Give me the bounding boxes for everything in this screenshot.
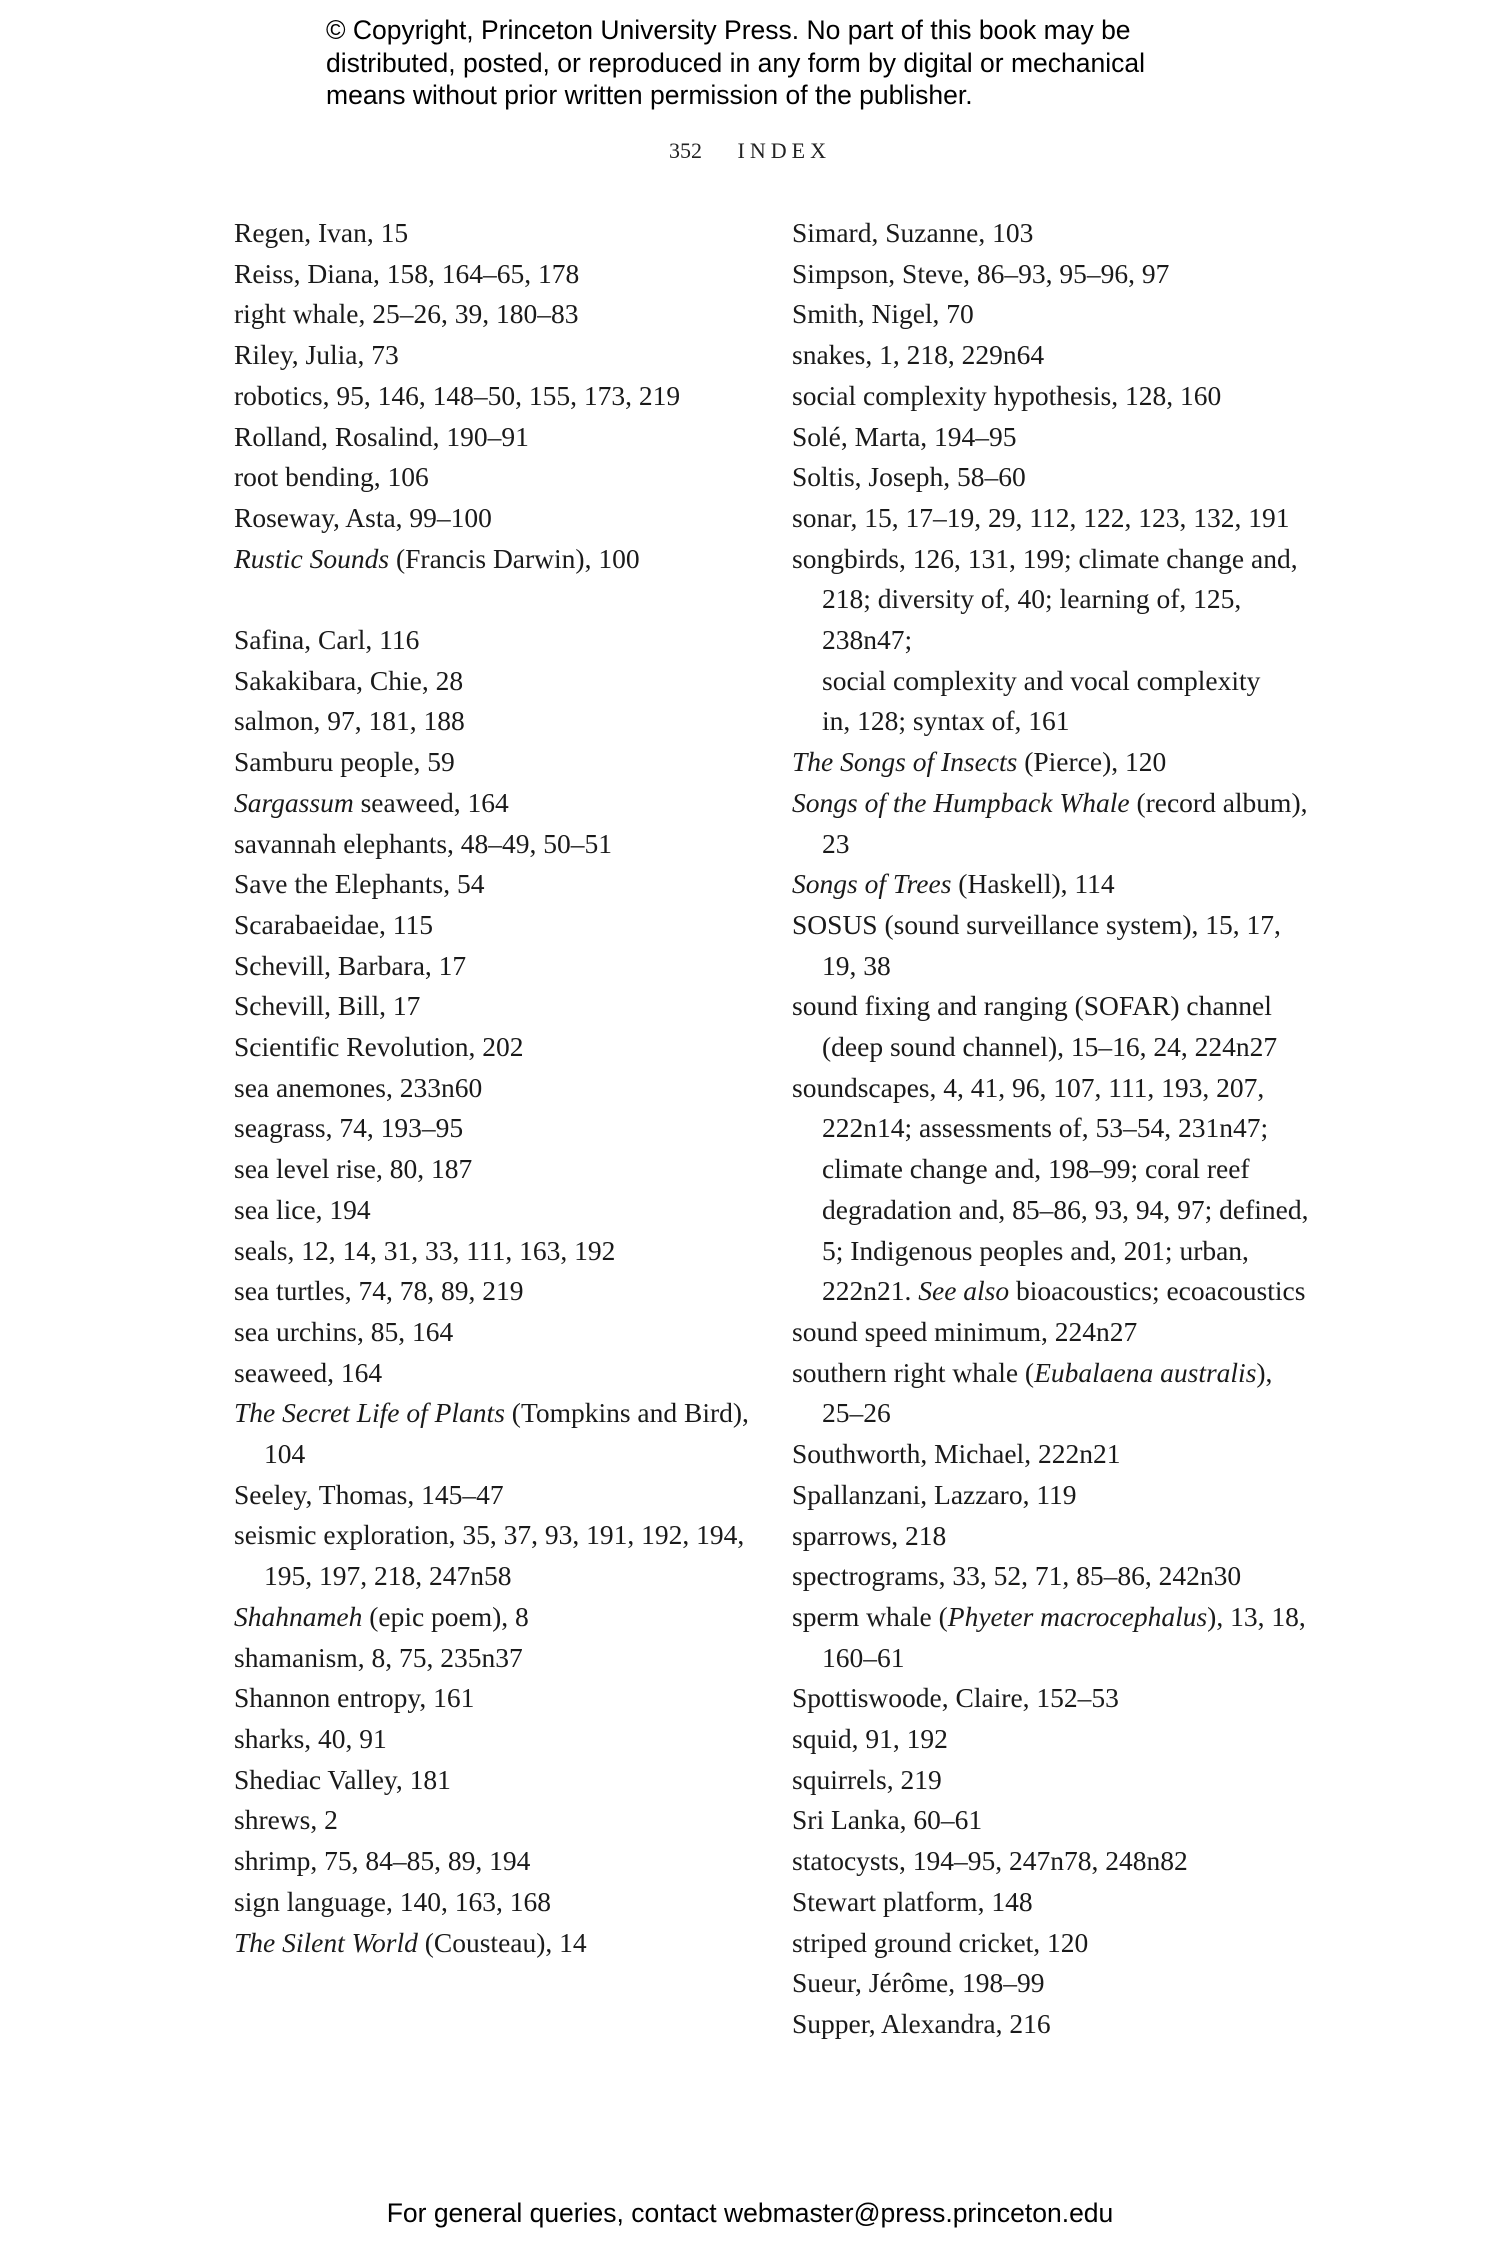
index-entry: southern right whale (Eubalaena australis), 25–26 (792, 1356, 1273, 1429)
index-entry: Scarabaeidae, 115 (234, 908, 434, 940)
page-number: 352 (669, 138, 703, 163)
index-entry: Spallanzani, Lazzaro, 119 (792, 1478, 1077, 1510)
index-entry: sound speed minimum, 224n27 (792, 1315, 1138, 1347)
index-entry: Shannon entropy, 161 (234, 1682, 475, 1714)
running-head-title: INDEX (737, 138, 831, 163)
index-entry: Shahnameh (epic poem), 8 (234, 1600, 529, 1632)
copyright-line: means without prior written permission of the publisher. (326, 80, 973, 110)
index-entry: seismic exploration, 35, 37, 93, 191, 192, 194, 195, 197, 218, 247n58 (234, 1519, 745, 1592)
index-entry: Sargassum seaweed, 164 (234, 786, 509, 818)
index-entry: seaweed, 164 (234, 1356, 383, 1388)
index-entry: seagrass, 74, 193–95 (234, 1112, 464, 1144)
index-entry: shrimp, 75, 84–85, 89, 194 (234, 1845, 531, 1877)
index-entry: The Songs of Insects (Pierce), 120 (792, 746, 1167, 778)
index-entry: social complexity hypothesis, 128, 160 (792, 379, 1222, 411)
index-entry: striped ground cricket, 120 (792, 1926, 1089, 1958)
index-entry: Rustic Sounds (Francis Darwin), 100 (234, 542, 640, 574)
index-entry: sharks, 40, 91 (234, 1723, 387, 1754)
index-entry: spectrograms, 33, 52, 71, 85–86, 242n30 (792, 1560, 1242, 1592)
copyright-notice (326, 14, 1226, 112)
index-entry: Schevill, Barbara, 17 (234, 949, 467, 981)
index-entry: Samburu people, 59 (234, 746, 455, 778)
footer-contact: For general queries, contact webmaster@press.princeton.edu (386, 2198, 1114, 2228)
index-entry: The Secret Life of Plants (Tompkins and Bird), 104 (234, 1397, 749, 1470)
index-entry: right whale, 25–26, 39, 180–83 (234, 298, 579, 330)
index-entry: Sakakibara, Chie, 28 (234, 664, 464, 696)
index-entry: sea turtles, 74, 78, 89, 219 (234, 1275, 524, 1307)
index-entry: Solé, Marta, 194–95 (792, 420, 1017, 452)
index-entry: Shediac Valley, 181 (234, 1763, 451, 1795)
index-entry: Schevill, Bill, 17 (234, 990, 421, 1022)
index-entry: Soltis, Joseph, 58–60 (792, 461, 1026, 493)
index-entry: sperm whale (Phyeter macrocephalus), 13, 18, 160–61 (792, 1600, 1306, 1673)
running-head (0, 138, 1500, 164)
index-entry: Smith, Nigel, 70 (792, 298, 974, 330)
index-entry: Stewart platform, 148 (792, 1885, 1033, 1917)
index-entry: snakes, 1, 218, 229n64 (792, 339, 1045, 371)
index-entry: Simpson, Steve, 86–93, 95–96, 97 (792, 257, 1170, 289)
index-entry: squid, 91, 192 (792, 1723, 948, 1755)
index-entry: root bending, 106 (234, 461, 429, 493)
index-entry: Supper, Alexandra, 216 (792, 2007, 1051, 2039)
index-entry: shrews, 2 (234, 1804, 338, 1836)
index-entry: savannah elephants, 48–49, 50–51 (234, 827, 613, 859)
index-entry: statocysts, 194–95, 247n78, 248n82 (792, 1845, 1188, 1877)
index-entry: sea anemones, 233n60 (234, 1071, 483, 1103)
index-entry: sign language, 140, 163, 168 (234, 1885, 551, 1917)
index-entry: Roseway, Asta, 99–100 (234, 501, 492, 533)
index-entry: Regen, Ivan, 15 (234, 217, 409, 248)
index-entry: soundscapes, 4, 41, 96, 107, 111, 193, 207, 222n14; assessments of, 53–54, 231n47; climate change and, 198–99; coral reef degradation and, 85–86, 93, 94, 97; defined, 5; Indigenous peoples and, 201; urban, 222n21. See also bioacoustics; ecoacoustics (792, 1071, 1309, 1307)
index-entry: Simard, Suzanne, 103 (792, 217, 1034, 248)
index-entry: Reiss, Diana, 158, 164–65, 178 (234, 257, 580, 289)
copyright-line: distributed, posted, or reproduced in any form by digital or mechanical (326, 47, 1145, 78)
index-entry: Riley, Julia, 73 (234, 339, 399, 371)
index-entry: Songs of Trees (Haskell), 114 (792, 868, 1115, 900)
index-entry: Songs of the Humpback Whale (record album), 23 (792, 786, 1308, 859)
index-entry: salmon, 97, 181, 188 (234, 705, 465, 737)
index-entry: Sueur, Jérôme, 198–99 (792, 1967, 1045, 1999)
index-entry: sea level rise, 80, 187 (234, 1153, 473, 1185)
index-entry: Safina, Carl, 116 (234, 624, 420, 656)
index-column-left (234, 213, 754, 1963)
index-entry: squirrels, 219 (792, 1763, 942, 1795)
copyright-line: © Copyright, Princeton University Press. No part of this book may be (326, 15, 1131, 45)
index-entry: The Silent World (Cousteau), 14 (234, 1926, 587, 1958)
index-entry: Scientific Revolution, 202 (234, 1031, 524, 1063)
index-entry: sound fixing and ranging (SOFAR) channel (deep sound channel), 15–16, 24, 224n27 (792, 990, 1278, 1063)
index-entry: sparrows, 218 (792, 1519, 947, 1551)
index-entry: SOSUS (sound surveillance system), 15, 17, 19, 38 (792, 908, 1281, 981)
index-entry: Spottiswoode, Claire, 152–53 (792, 1682, 1119, 1714)
index-entry: shamanism, 8, 75, 235n37 (234, 1641, 523, 1673)
index-entry: seals, 12, 14, 31, 33, 111, 163, 192 (234, 1234, 616, 1266)
index-entry: sea urchins, 85, 164 (234, 1315, 454, 1347)
index-entry: Rolland, Rosalind, 190–91 (234, 420, 529, 452)
index-entry: sonar, 15, 17–19, 29, 112, 122, 123, 132, 191 (792, 501, 1290, 533)
index-entry: Save the Elephants, 54 (234, 868, 485, 900)
index-entry: songbirds, 126, 131, 199; climate change and, 218; diversity of, 40; learning of, 125, 238n47; social complexity and vocal complexity in, 128; syntax of, 161 (792, 542, 1298, 737)
index-entry: sea lice, 194 (234, 1193, 371, 1225)
index-column-right (792, 213, 1312, 2045)
index-entry: Sri Lanka, 60–61 (792, 1804, 983, 1836)
index-entry: robotics, 95, 146, 148–50, 155, 173, 219 (234, 379, 681, 411)
index-entry: Seeley, Thomas, 145–47 (234, 1478, 504, 1510)
index-entry: Southworth, Michael, 222n21 (792, 1438, 1121, 1470)
